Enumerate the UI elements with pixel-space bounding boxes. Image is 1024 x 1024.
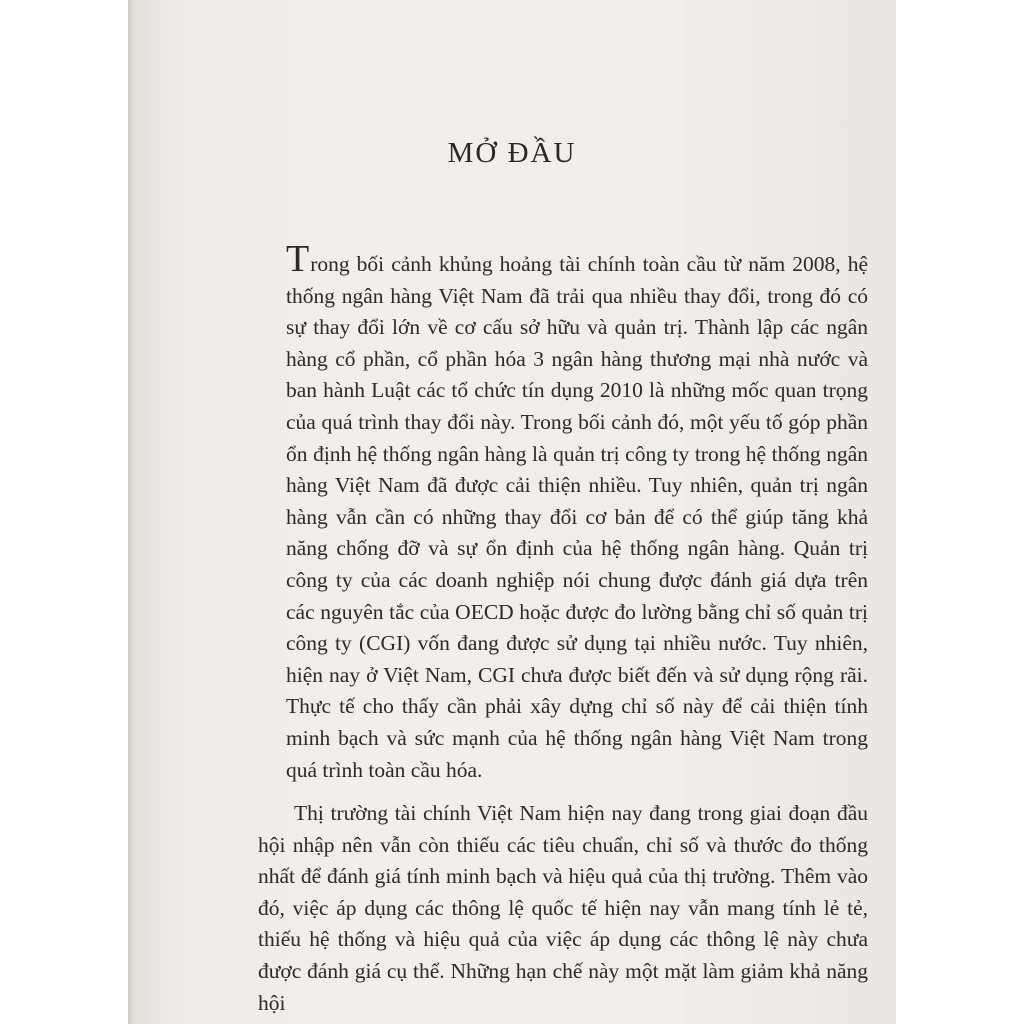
chapter-title: MỞ ĐẦU (447, 137, 577, 169)
drop-cap: T (286, 238, 310, 280)
book-page (128, 0, 896, 1024)
paragraph-1 (258, 240, 868, 786)
body-text (258, 240, 868, 1019)
paragraph-2: Thị trường tài chính Việt Nam hiện nay đang trong giai đoạn đầu hội nhập nên vẫn còn thiếu các tiêu chuẩn, chỉ số và thước đo thống nhất để đánh giá tính minh bạch và hiệu quả của thị trường. Thêm vào đó, việc áp dụng các thông lệ quốc tế hiện nay vẫn mang tính lẻ tẻ, thiếu hệ thống và hiệu quả của việc áp dụng các thông lệ này chưa được đánh giá cụ thể. Những hạn chế này một mặt làm giảm khả năng hội (258, 801, 868, 1015)
paragraph-1-text: rong bối cảnh khủng hoảng tài chính toàn cầu từ năm 2008, hệ thống ngân hàng Việt Nam đã trải qua nhiều thay đổi, trong đó có sự thay đổi lớn về cơ cấu sở hữu và quản trị. Thành lập các ngân hàng cổ phần, cổ phần hóa 3 ngân hàng thương mại nhà nước và ban hành Luật các tổ chức tín dụng 2010 là những mốc quan trọng của quá trình thay đổi này. Trong bối cảnh đó, một yếu tố góp phần ổn định hệ thống ngân hàng là quản trị công ty trong hệ thống ngân hàng Việt Nam đã được cải thiện nhiều. Tuy nhiên, quản trị ngân hàng vẫn cần có những thay đổi cơ bản để có thể giúp tăng khả năng chống đỡ và sự ổn định của hệ thống ngân hàng. Quản trị công ty của các doanh nghiệp nói chung được đánh giá dựa trên các nguyên tắc của OECD hoặc được đo lường bằng chỉ số quản trị công ty (CGI) vốn đang được sử dụng tại nhiều nước. Tuy nhiên, hiện nay ở Việt Nam, CGI chưa được biết đến và sử dụng rộng rãi. Thực tế cho thấy cần phải xây dựng chỉ số này để cải thiện tính minh bạch và sức mạnh của hệ thống ngân hàng Việt Nam trong quá trình toàn cầu hóa. (286, 252, 868, 782)
